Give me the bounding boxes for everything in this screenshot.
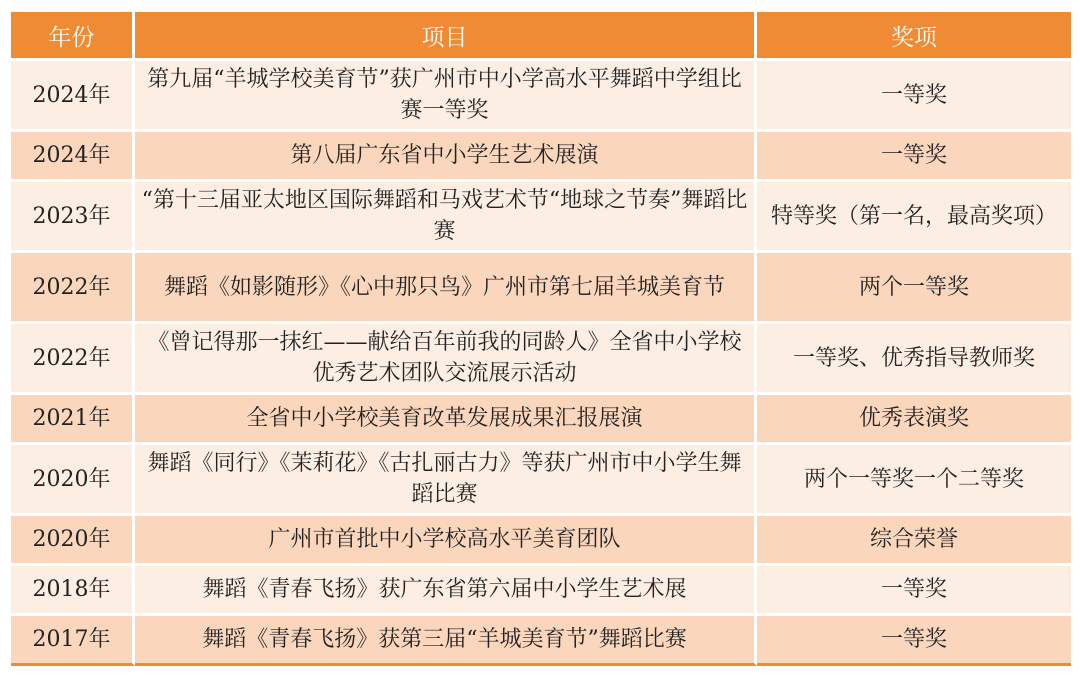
item-cell: 《曾记得那一抹红——献给百年前我的同龄人》全省中小学校优秀艺术团队交流展示活动 [135,324,757,395]
year-cell: 2023年 [11,182,135,253]
awards-table [11,12,1071,666]
year-cell: 2022年 [11,324,135,395]
header-award: 奖项 [757,12,1071,61]
item-cell: 舞蹈《青春飞扬》获广东省第六届中小学生艺术展 [135,566,757,616]
item-cell: 舞蹈《同行》《茉莉花》《古扎丽古力》等获广州市中小学生舞蹈比赛 [135,445,757,516]
award-cell: 两个一等奖 [757,253,1071,324]
year-cell: 2024年 [11,132,135,182]
award-cell: 一等奖 [757,61,1071,132]
item-cell: 第九届“羊城学校美育节”获广州市中小学高水平舞蹈中学组比赛一等奖 [135,61,757,132]
table-row [11,616,1071,666]
item-cell: “第十三届亚太地区国际舞蹈和马戏艺术节“地球之节奏”舞蹈比赛 [135,182,757,253]
item-cell: 舞蹈《如影随形》《心中那只鸟》广州市第七届羊城美育节 [135,253,757,324]
header-item: 项目 [135,12,757,61]
item-cell: 舞蹈《青春飞扬》获第三届“羊城美育节”舞蹈比赛 [135,616,757,666]
award-cell: 一等奖 [757,616,1071,666]
table-row [11,324,1071,395]
item-cell: 第八届广东省中小学生艺术展演 [135,132,757,182]
year-cell: 2020年 [11,516,135,566]
award-cell: 综合荣誉 [757,516,1071,566]
item-cell: 全省中小学校美育改革发展成果汇报展演 [135,395,757,445]
table-row [11,182,1071,253]
item-cell: 广州市首批中小学校高水平美育团队 [135,516,757,566]
table-row [11,61,1071,132]
table-row [11,566,1071,616]
year-cell: 2021年 [11,395,135,445]
award-cell: 特等奖（第一名，最高奖项） [757,182,1071,253]
table-row [11,445,1071,516]
year-cell: 2024年 [11,61,135,132]
table-row [11,516,1071,566]
year-cell: 2022年 [11,253,135,324]
award-cell: 一等奖 [757,566,1071,616]
table-row [11,395,1071,445]
header-year: 年份 [11,12,135,61]
award-cell: 一等奖 [757,132,1071,182]
header-row [11,12,1071,61]
year-cell: 2017年 [11,616,135,666]
table-row [11,253,1071,324]
award-cell: 优秀表演奖 [757,395,1071,445]
year-cell: 2018年 [11,566,135,616]
award-cell: 两个一等奖一个二等奖 [757,445,1071,516]
year-cell: 2020年 [11,445,135,516]
award-cell: 一等奖、优秀指导教师奖 [757,324,1071,395]
table-row [11,132,1071,182]
